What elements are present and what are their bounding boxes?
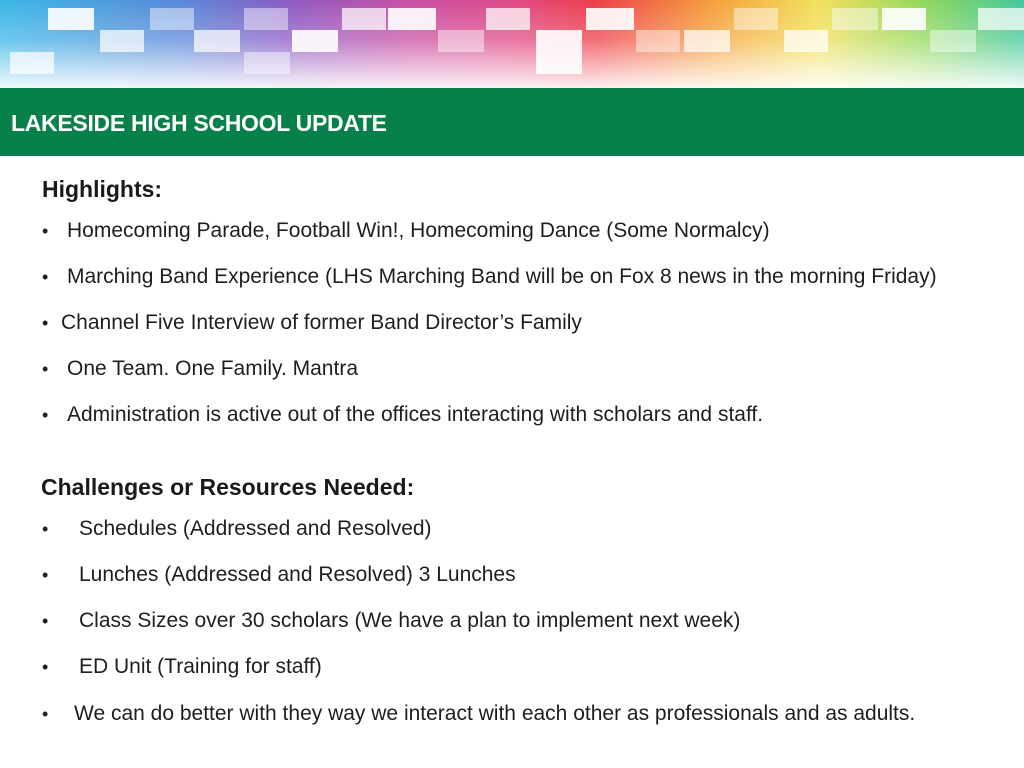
highlights-heading: Highlights: [42, 176, 163, 202]
list-item-text: We can do better with they way we interact with each other as professionals and as adults. [74, 702, 916, 725]
bullet-icon: • [42, 657, 49, 677]
banner-fade [0, 0, 1024, 88]
bullet-icon: • [42, 611, 49, 631]
bullet-icon: • [42, 313, 49, 333]
bullet-icon: • [42, 565, 49, 585]
list-item-text: One Team. One Family. Mantra [67, 357, 358, 380]
bullet-icon: • [42, 405, 49, 425]
bullet-icon: • [42, 704, 49, 724]
list-item-text: Class Sizes over 30 scholars (We have a plan to implement next week) [79, 609, 741, 632]
list-item-text: ED Unit (Training for staff) [79, 655, 322, 678]
list-item-text: Marching Band Experience (LHS Marching Band will be on Fox 8 news in the morning Friday) [67, 265, 937, 288]
list-item-text: Channel Five Interview of former Band Director’s Family [61, 311, 582, 334]
slide-title: LAKESIDE HIGH SCHOOL UPDATE [11, 110, 387, 136]
list-item-text: Homecoming Parade, Football Win!, Homecoming Dance (Some Normalcy) [67, 219, 770, 242]
list-item-text: Lunches (Addressed and Resolved) 3 Lunches [79, 563, 516, 586]
bullet-icon: • [42, 267, 49, 287]
decorative-banner [0, 0, 1024, 88]
bullet-icon: • [42, 519, 49, 539]
challenges-heading: Challenges or Resources Needed: [41, 474, 415, 500]
list-item-text: Administration is active out of the offices interacting with scholars and staff. [67, 403, 764, 426]
bullet-icon: • [42, 359, 49, 379]
bullet-icon: • [42, 221, 49, 241]
list-item-text: Schedules (Addressed and Resolved) [79, 517, 432, 540]
